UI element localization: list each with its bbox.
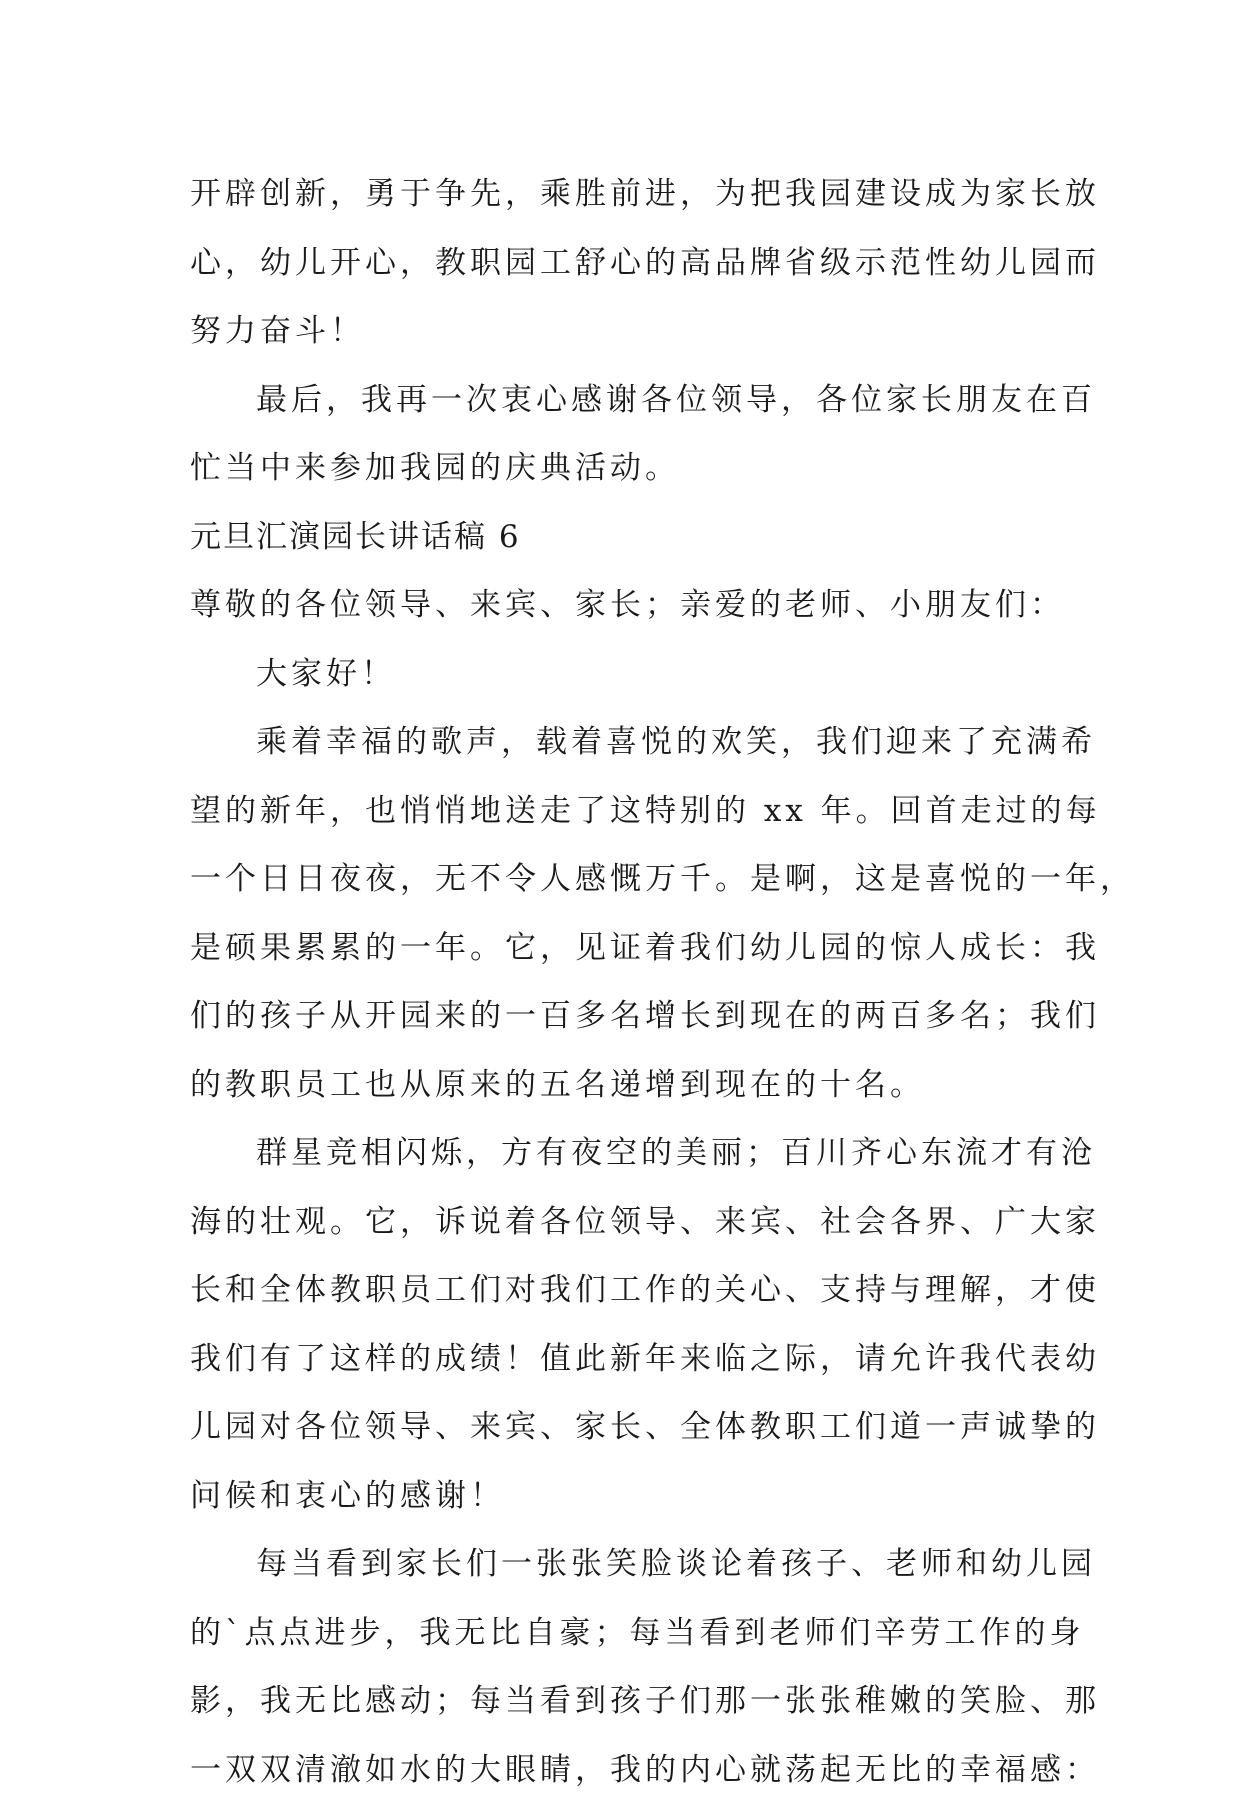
text-line: 心，幼儿开心，教职园工舒心的高品牌省级示范性幼儿园而 [190,229,1060,298]
text-line: 长和全体教职员工们对我们工作的关心、支持与理解，才使 [190,1256,1060,1325]
text-line: 忙当中来参加我园的庆典活动。 [190,434,1060,503]
text-line: 一双双清澈如水的大眼睛，我的内心就荡起无比的幸福感： [190,1736,1060,1804]
section-heading: 元旦汇演园长讲话稿 6 [190,503,1060,572]
text-line: 的教职员工也从原来的五名递增到现在的十名。 [190,1051,1060,1120]
text-line: 我们有了这样的成绩！值此新年来临之际，请允许我代表幼 [190,1325,1060,1394]
paragraph-first-line: 每当看到家长们一张张笑脸谈论着孩子、老师和幼儿园 [190,1530,1060,1599]
text-line: 开辟创新，勇于争先，乘胜前进，为把我园建设成为家长放 [190,160,1060,229]
paragraph-first-line: 最后，我再一次衷心感谢各位领导，各位家长朋友在百 [190,366,1060,435]
greeting: 大家好！ [190,640,1060,709]
text-line: 望的新年，也悄悄地送走了这特别的 xx 年。回首走过的每 [190,777,1060,846]
text-line: 是硕果累累的一年。它，见证着我们幼儿园的惊人成长：我 [190,914,1060,983]
text-line: 问候和衷心的感谢！ [190,1462,1060,1531]
document-page [190,160,1060,1804]
text-line: 的`点点进步，我无比自豪；每当看到老师们辛劳工作的身 [190,1599,1060,1668]
paragraph-first-line: 群星竞相闪烁，方有夜空的美丽；百川齐心东流才有沧 [190,1119,1060,1188]
text-line: 一个日日夜夜，无不令人感慨万千。是啊，这是喜悦的一年， [190,845,1060,914]
salutation: 尊敬的各位领导、来宾、家长；亲爱的老师、小朋友们： [190,571,1060,640]
text-line: 海的壮观。它，诉说着各位领导、来宾、社会各界、广大家 [190,1188,1060,1257]
text-line: 影，我无比感动；每当看到孩子们那一张张稚嫩的笑脸、那 [190,1667,1060,1736]
paragraph-first-line: 乘着幸福的歌声，载着喜悦的欢笑，我们迎来了充满希 [190,708,1060,777]
text-line: 儿园对各位领导、来宾、家长、全体教职工们道一声诚挚的 [190,1393,1060,1462]
text-line: 努力奋斗！ [190,297,1060,366]
text-line: 们的孩子从开园来的一百多名增长到现在的两百多名；我们 [190,982,1060,1051]
